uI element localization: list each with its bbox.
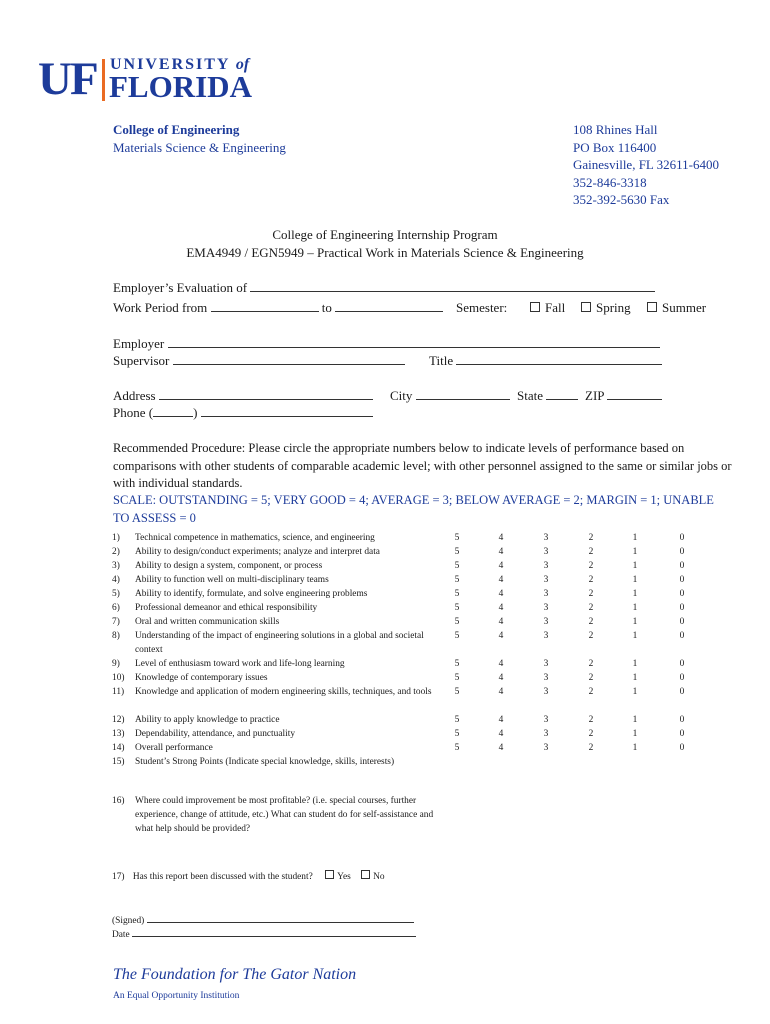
question-16-text: Where could improvement be most profitable? (i.e. special courses, further experience, change of attitude, etc.) What can student do for self-assistance and what help should be provided? <box>135 796 434 834</box>
spring-option[interactable] <box>581 300 631 316</box>
signed-field[interactable] <box>147 913 414 923</box>
semester-row <box>456 300 507 316</box>
list-item <box>112 573 712 587</box>
score-5[interactable]: 5 <box>454 575 460 585</box>
scale-legend: SCALE: OUTSTANDING = 5; VERY GOOD = 4; AVERAGE = 3; BELOW AVERAGE = 2; MARGIN = 1; UNABLE TO ASSESS = 0 <box>113 493 714 525</box>
score-0[interactable]: 0 <box>679 631 685 641</box>
score-2[interactable]: 2 <box>588 561 594 571</box>
date-row <box>112 927 416 942</box>
item-number: 13) <box>112 729 125 739</box>
item-text: Professional demeanor and ethical responsibility <box>135 603 318 613</box>
score-1[interactable]: 1 <box>632 589 638 599</box>
score-3[interactable]: 3 <box>543 715 549 725</box>
address-label: Address <box>113 388 156 403</box>
score-4[interactable]: 4 <box>498 575 504 585</box>
score-1[interactable]: 1 <box>632 715 638 725</box>
list-item <box>112 741 712 755</box>
score-2[interactable]: 2 <box>588 631 594 641</box>
question-17 <box>112 870 385 884</box>
score-4[interactable]: 4 <box>498 561 504 571</box>
list-item <box>112 615 712 629</box>
list-item <box>112 727 712 741</box>
address-line: PO Box 116400 <box>573 139 657 155</box>
question-16 <box>112 794 472 836</box>
list-item <box>112 545 712 559</box>
score-0[interactable]: 0 <box>679 729 685 739</box>
header-address <box>573 121 719 209</box>
score-5[interactable]: 5 <box>454 743 460 753</box>
work-period-label: Work Period from <box>113 300 208 315</box>
item-number: 6) <box>112 603 120 613</box>
item-number: 10) <box>112 673 125 683</box>
fall-option[interactable] <box>530 300 565 316</box>
score-4[interactable]: 4 <box>498 729 504 739</box>
spring-checkbox[interactable] <box>581 302 591 312</box>
score-2[interactable]: 2 <box>588 617 594 627</box>
signed-label: (Signed) <box>112 916 145 926</box>
procedure-text: Recommended Procedure: Please circle the appropriate numbers below to indicate levels of performance based on comparisons with other students of comparable academic level; with other personnel assigned to the same or similar jobs or with individual standards. <box>113 441 732 490</box>
score-1[interactable]: 1 <box>632 547 638 557</box>
phone-area-field[interactable] <box>153 406 193 417</box>
spring-label: Spring <box>596 300 631 315</box>
score-1[interactable]: 1 <box>632 575 638 585</box>
item-text: Ability to identify, formulate, and solve engineering problems <box>135 589 368 599</box>
city-label: City <box>390 388 413 403</box>
fall-checkbox[interactable] <box>530 302 540 312</box>
signed-row <box>112 913 414 928</box>
uf-logo <box>38 55 273 107</box>
footer-subtitle: An Equal Opportunity Institution <box>113 991 240 1001</box>
yes-label: Yes <box>337 872 351 882</box>
logo-florida: FLORIDA <box>109 69 252 104</box>
yes-checkbox[interactable] <box>325 870 334 879</box>
score-2[interactable]: 2 <box>588 715 594 725</box>
zip-field[interactable] <box>607 389 662 400</box>
semester-label: Semester: <box>456 300 508 315</box>
score-3[interactable]: 3 <box>543 547 549 557</box>
score-4[interactable]: 4 <box>498 743 504 753</box>
item-text: Oral and written communication skills <box>135 617 280 627</box>
score-3[interactable]: 3 <box>543 673 549 683</box>
score-2[interactable]: 2 <box>588 603 594 613</box>
summer-option[interactable] <box>647 300 706 316</box>
address-row <box>113 388 373 404</box>
title-field[interactable] <box>456 354 662 365</box>
score-0[interactable]: 0 <box>679 589 685 599</box>
score-0[interactable]: 0 <box>679 743 685 753</box>
supervisor-row <box>113 353 405 369</box>
score-4[interactable]: 4 <box>498 589 504 599</box>
phone-close-paren: ) <box>193 405 198 420</box>
department-name: Materials Science & Engineering <box>113 139 286 155</box>
score-4[interactable]: 4 <box>498 659 504 669</box>
score-4[interactable]: 4 <box>498 617 504 627</box>
item-text: Student’s Strong Points (Indicate special knowledge, skills, interests) <box>135 757 395 767</box>
list-item <box>112 685 712 713</box>
score-5[interactable]: 5 <box>454 561 460 571</box>
score-0[interactable]: 0 <box>679 687 685 697</box>
score-3[interactable]: 3 <box>543 743 549 753</box>
score-1[interactable]: 1 <box>632 743 638 753</box>
score-0[interactable]: 0 <box>679 715 685 725</box>
score-2[interactable]: 2 <box>588 589 594 599</box>
item-number: 5) <box>112 589 120 599</box>
score-0[interactable]: 0 <box>679 603 685 613</box>
item-text: Knowledge and application of modern engineering skills, techniques, and tools <box>135 687 432 697</box>
score-2[interactable]: 2 <box>588 575 594 585</box>
state-label: State <box>517 388 543 403</box>
score-4[interactable]: 4 <box>498 631 504 641</box>
no-checkbox[interactable] <box>361 870 370 879</box>
item-number: 3) <box>112 561 120 571</box>
list-item <box>112 629 712 657</box>
logo-university: UNIVERSITY of <box>110 56 250 73</box>
item-text: Dependability, attendance, and punctuality <box>135 729 296 739</box>
city-row <box>390 388 510 404</box>
summer-label: Summer <box>662 300 707 315</box>
score-1[interactable]: 1 <box>632 631 638 641</box>
score-4[interactable]: 4 <box>498 715 504 725</box>
employer-row <box>113 336 660 352</box>
score-0[interactable]: 0 <box>679 575 685 585</box>
list-item <box>112 671 712 685</box>
item-number: 14) <box>112 743 125 753</box>
score-2[interactable]: 2 <box>588 659 594 669</box>
item-text: Knowledge of contemporary issues <box>135 673 268 683</box>
score-3[interactable]: 3 <box>543 575 549 585</box>
phone-number-field[interactable] <box>201 406 373 417</box>
item-number: 7) <box>112 617 120 627</box>
work-period-row <box>113 300 443 316</box>
score-3[interactable]: 3 <box>543 603 549 613</box>
score-1[interactable]: 1 <box>632 603 638 613</box>
list-item <box>112 531 712 545</box>
zip-label: ZIP <box>585 388 605 403</box>
item-text: Ability to design/conduct experiments; analyze and interpret data <box>135 547 380 557</box>
evaluation-items <box>112 531 712 769</box>
item-text: Ability to apply knowledge to practice <box>135 715 280 725</box>
score-2[interactable]: 2 <box>588 687 594 697</box>
evaluation-of-row <box>113 280 655 296</box>
score-2[interactable]: 2 <box>588 729 594 739</box>
score-4[interactable]: 4 <box>498 533 504 543</box>
item-text: Ability to design a system, component, or process <box>135 561 323 571</box>
item-number: 8) <box>112 631 120 641</box>
score-5[interactable]: 5 <box>454 673 460 683</box>
list-item <box>112 657 712 671</box>
item-number: 1) <box>112 533 120 543</box>
score-5[interactable]: 5 <box>454 715 460 725</box>
score-1[interactable]: 1 <box>632 659 638 669</box>
score-5[interactable]: 5 <box>454 687 460 697</box>
item-number: 17) <box>112 872 125 882</box>
score-1[interactable]: 1 <box>632 617 638 627</box>
score-2[interactable]: 2 <box>588 547 594 557</box>
score-5[interactable]: 5 <box>454 603 460 613</box>
score-4[interactable]: 4 <box>498 603 504 613</box>
score-1[interactable]: 1 <box>632 673 638 683</box>
score-5[interactable]: 5 <box>454 617 460 627</box>
employer-label: Employer <box>113 336 165 351</box>
yes-option[interactable] <box>325 872 351 882</box>
score-0[interactable]: 0 <box>679 617 685 627</box>
item-number: 16) <box>112 796 125 806</box>
title-row <box>429 353 662 369</box>
item-number: 11) <box>112 687 125 697</box>
score-3[interactable]: 3 <box>543 659 549 669</box>
item-number: 9) <box>112 659 120 669</box>
uf-monogram: UF <box>38 53 97 105</box>
score-3[interactable]: 3 <box>543 533 549 543</box>
state-row <box>517 388 578 404</box>
score-3[interactable]: 3 <box>543 589 549 599</box>
header-left <box>113 121 286 156</box>
score-3[interactable]: 3 <box>543 561 549 571</box>
evaluation-of-label: Employer’s Evaluation of <box>113 280 248 295</box>
score-5[interactable]: 5 <box>454 533 460 543</box>
logo-divider <box>102 59 105 101</box>
footer-tagline: The Foundation for The Gator Nation <box>113 966 357 983</box>
zip-row <box>585 388 662 404</box>
phone-row <box>113 405 373 421</box>
list-item <box>112 559 712 573</box>
no-label: No <box>373 872 385 882</box>
course-title: EMA4949 / EGN5949 – Practical Work in Materials Science & Engineering <box>186 245 584 260</box>
list-item <box>112 587 712 601</box>
item-number: 12) <box>112 715 125 725</box>
item-text: Level of enthusiasm toward work and life-long learning <box>135 659 345 669</box>
question-17-text: Has this report been discussed with the student? <box>132 872 313 882</box>
item-number: 15) <box>112 757 125 767</box>
item-number: 4) <box>112 575 120 585</box>
title-label: Title <box>429 353 454 368</box>
phone-line: 352-846-3318 <box>573 174 647 190</box>
summer-checkbox[interactable] <box>647 302 657 312</box>
list-item <box>112 601 712 615</box>
list-item <box>112 755 712 769</box>
supervisor-label: Supervisor <box>113 353 170 368</box>
date-field[interactable] <box>132 927 416 937</box>
score-3[interactable]: 3 <box>543 617 549 627</box>
score-0[interactable]: 0 <box>679 561 685 571</box>
score-5[interactable]: 5 <box>454 631 460 641</box>
work-period-to-field[interactable] <box>335 301 443 312</box>
score-5[interactable]: 5 <box>454 547 460 557</box>
score-4[interactable]: 4 <box>498 673 504 683</box>
item-text: Technical competence in mathematics, science, and engineering <box>135 533 375 543</box>
score-5[interactable]: 5 <box>454 659 460 669</box>
phone-label: Phone ( <box>113 405 154 420</box>
score-3[interactable]: 3 <box>543 729 549 739</box>
evaluation-of-field[interactable] <box>250 281 655 292</box>
item-text: Understanding of the impact of engineering solutions in a global and societal context <box>135 631 424 655</box>
address-field[interactable] <box>159 389 373 400</box>
date-label: Date <box>112 930 130 940</box>
item-text: Overall performance <box>135 743 213 753</box>
employer-field[interactable] <box>168 337 660 348</box>
score-1[interactable]: 1 <box>632 687 638 697</box>
score-3[interactable]: 3 <box>543 687 549 697</box>
supervisor-field[interactable] <box>173 354 405 365</box>
score-2[interactable]: 2 <box>588 533 594 543</box>
to-label: to <box>321 300 332 315</box>
score-1[interactable]: 1 <box>632 729 638 739</box>
score-0[interactable]: 0 <box>679 673 685 683</box>
score-2[interactable]: 2 <box>588 743 594 753</box>
score-4[interactable]: 4 <box>498 687 504 697</box>
score-5[interactable]: 5 <box>454 729 460 739</box>
score-0[interactable]: 0 <box>679 547 685 557</box>
address-line: Gainesville, FL 32611-6400 <box>573 157 719 172</box>
score-0[interactable]: 0 <box>679 533 685 543</box>
score-1[interactable]: 1 <box>632 533 638 543</box>
score-0[interactable]: 0 <box>679 659 685 669</box>
list-item <box>112 713 712 727</box>
score-1[interactable]: 1 <box>632 561 638 571</box>
score-5[interactable]: 5 <box>454 589 460 599</box>
score-4[interactable]: 4 <box>498 547 504 557</box>
state-field[interactable] <box>546 389 578 400</box>
program-title: College of Engineering Internship Program <box>272 227 498 242</box>
item-text: Ability to function well on multi-disciplinary teams <box>135 575 329 585</box>
score-3[interactable]: 3 <box>543 631 549 641</box>
address-line: 108 Rhines Hall <box>573 122 658 137</box>
item-number: 2) <box>112 547 120 557</box>
fax-line: 352-392-5630 Fax <box>573 192 670 207</box>
city-field[interactable] <box>416 389 510 400</box>
no-option[interactable] <box>361 872 384 882</box>
work-period-from-field[interactable] <box>211 301 319 312</box>
fall-label: Fall <box>545 300 566 315</box>
college-name: College of Engineering <box>113 122 240 137</box>
score-2[interactable]: 2 <box>588 673 594 683</box>
